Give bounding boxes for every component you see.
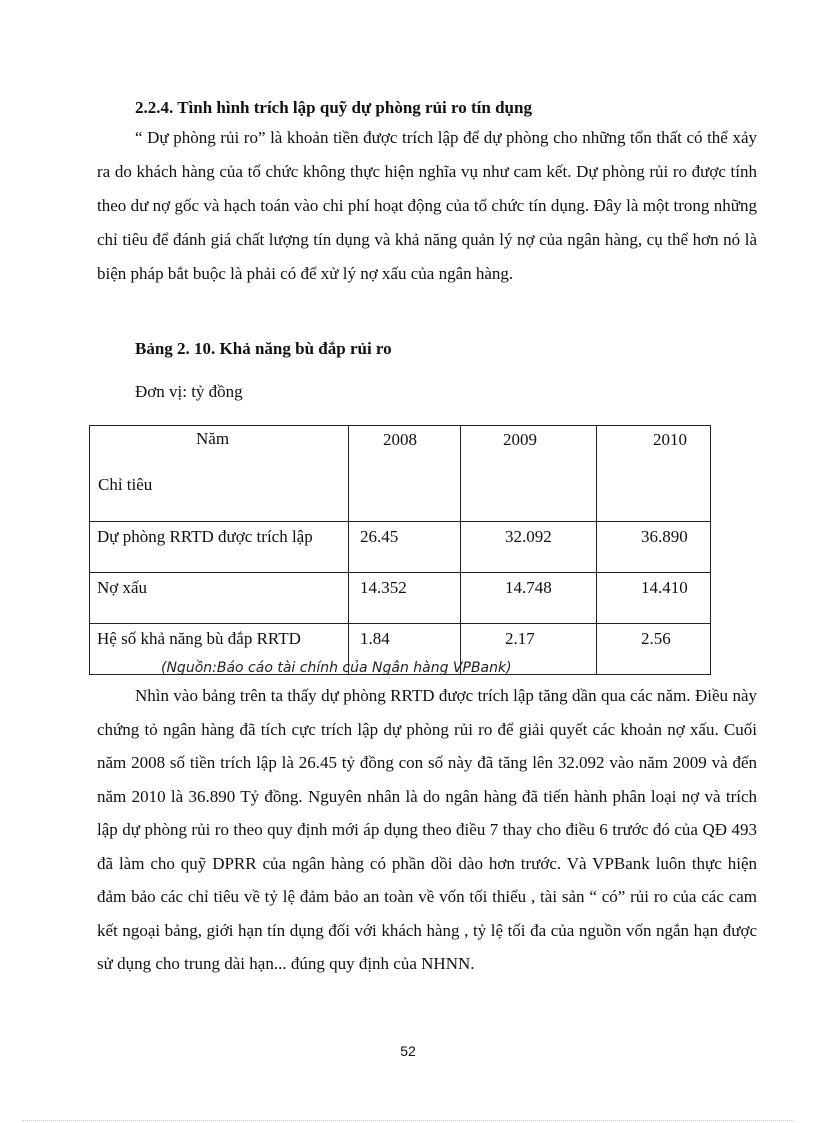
cell-provision-2009: 32.092 <box>461 522 597 573</box>
cell-coverage-2008: 1.84 <box>349 624 461 675</box>
header-year-2008: 2008 <box>349 426 461 522</box>
page-number: 52 <box>400 1043 416 1059</box>
header-year-label: Năm <box>196 429 230 448</box>
table-source-note: (Nguồn:Báo cáo tài chính của Ngân hàng VPBank) <box>161 660 512 676</box>
cell-bad-debt-2010: 14.410 <box>597 573 711 624</box>
header-year-2009: 2009 <box>461 426 597 522</box>
table-row <box>90 522 711 573</box>
cell-bad-debt-2009: 14.748 <box>461 573 597 624</box>
header-year-2010: 2010 <box>597 426 711 522</box>
row-label-coverage-ratio: Hệ số khả năng bù đắp RRTD <box>90 624 349 675</box>
header-metric-label: Chỉ tiêu <box>98 475 153 494</box>
table-row <box>90 573 711 624</box>
footer-divider <box>22 1120 794 1121</box>
section-heading: 2.2.4. Tình hình trích lập quỹ dự phòng rủi ro tín dụng <box>135 98 532 117</box>
row-label-provision: Dự phòng RRTD được trích lập <box>90 522 349 573</box>
risk-coverage-table <box>89 425 711 675</box>
intro-paragraph: “ Dự phòng rủi ro” là khoản tiền được trích lập để dự phòng cho những tổn thất có thể xảy ra do khách hàng của tổ chức không thực hiện nghĩa vụ như cam kết. Dự phòng rủi ro được tính theo dư nợ gốc và hạch toán vào chi phí hoạt động của tổ chức tín dụng. Đây là một trong những chỉ tiêu để đánh giá chất lượng tín dụng và khả năng quản lý nợ của ngân hàng, cụ thể hơn nó là biện pháp bắt buộc là phải có để xử lý nợ xấu của ngân hàng. <box>97 128 757 283</box>
table-header-row <box>90 426 711 522</box>
cell-coverage-2010: 2.56 <box>597 624 711 675</box>
unit-note: Đơn vị: tỷ đồng <box>135 382 243 401</box>
cell-bad-debt-2008: 14.352 <box>349 573 461 624</box>
cell-coverage-2009: 2.17 <box>461 624 597 675</box>
row-label-bad-debt: Nợ xấu <box>90 573 349 624</box>
cell-provision-2010: 36.890 <box>597 522 711 573</box>
analysis-paragraph: Nhìn vào bảng trên ta thấy dự phòng RRTD được trích lập tăng dần qua các năm. Điều này chứng tỏ ngân hàng đã tích cực trích lập dự phòng rủi ro để giải quyết các khoản nợ xấu. Cuối năm 2008 số tiền trích lập là 26.45 tỷ đồng con số này đã tăng lên 32.092 vào năm 2009 và đến năm 2010 là 36.890 Tỷ đồng. Nguyên nhân là do ngân hàng đã tiến hành phân loại nợ và trích lập dự phòng rủi ro theo quy định mới áp dụng theo điều 7 thay cho điều 6 trước đó của QĐ 493 đã làm cho quỹ DPRR của ngân hàng có phần dồi dào hơn trước. Và VPBank luôn thực hiện đảm bảo các chỉ tiêu về tỷ lệ đảm bảo an toàn về vốn tối thiểu , tài sản “ có” rủi ro của các cam kết ngoại bảng, giới hạn tín dụng đối với khách hàng , tỷ lệ tối đa của nguồn vốn ngắn hạn được sử dụng cho trung dài hạn... đúng quy định của NHNN. <box>97 686 757 973</box>
table-caption: Bảng 2. 10. Khả năng bù đắp rủi ro <box>135 339 392 358</box>
cell-provision-2008: 26.45 <box>349 522 461 573</box>
header-corner-cell <box>90 426 349 522</box>
